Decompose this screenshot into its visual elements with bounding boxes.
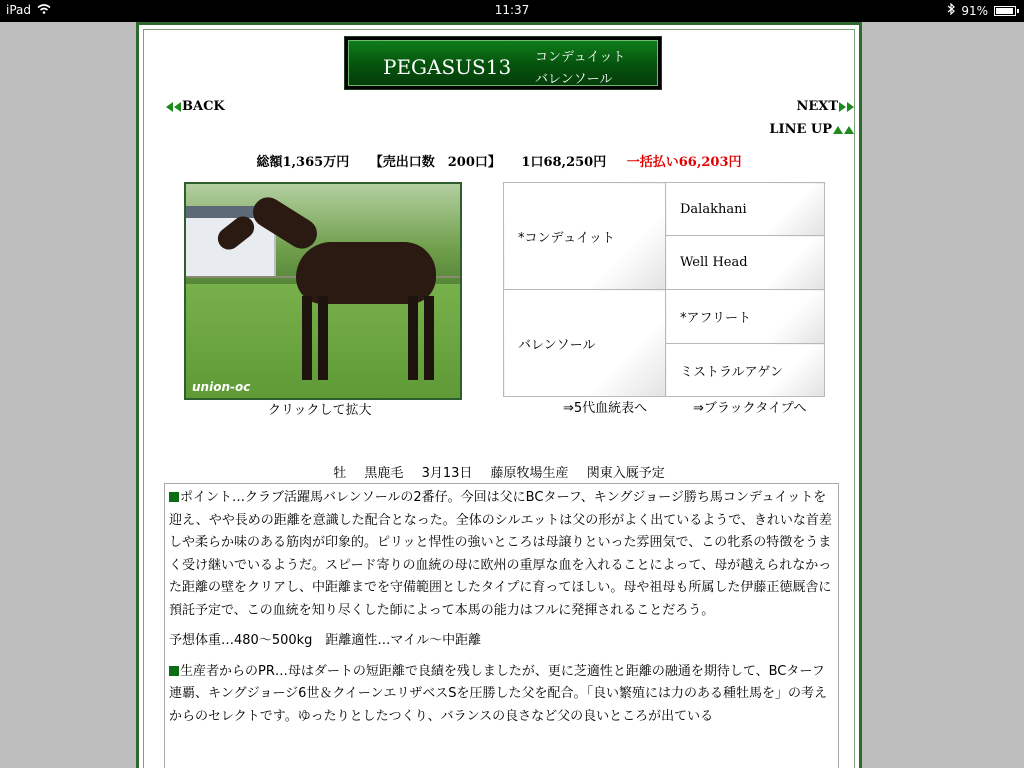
weight-paragraph: 予想体重…480〜500kg 距離適性…マイル〜中距離: [169, 633, 482, 648]
profile-sex: 牡: [333, 466, 347, 481]
back-link[interactable]: [166, 99, 225, 114]
lineup-arrow-icon: [833, 126, 843, 134]
device-label: iPad: [6, 3, 32, 17]
point-paragraph: [169, 487, 834, 622]
point-text: ポイント…クラブ活躍馬バレンソールの2番仔。今回は父にBCターフ、キングジョージ勝ち馬コンデュイットを迎え、やや長めの距離を意識した配合となった。全体のシルエットは父の形がよく出ているようで、きれいな首差しや柔らか味のある筋肉が印象的。ピリッと悍性の強いところは母譲りといった雰囲気で、この牝系の特徴をうまく受け継いでいるようだ。スピード寄りの血統の母に欧州の重厚な血を入れることによって、母が越えられなかった距離の壁をクリアし、中距離までを守備範囲としたタイプに育ってほしい。母や祖母も所属した伊藤正徳厩舎に預託予定で、この血統を知り尽くした師によって本馬の能力はフルに発揮されることだろう。: [169, 490, 832, 618]
total-price: 総額1,365万円: [256, 155, 350, 170]
next-link[interactable]: [796, 99, 854, 114]
back-arrow-icon: [174, 102, 181, 112]
pedigree-sire-dam: Well Head: [666, 236, 825, 290]
bullet-square-icon: [169, 666, 179, 676]
next-arrow-icon: [847, 102, 854, 112]
lineup-label: LINE UP: [769, 122, 832, 137]
price-line: [144, 151, 854, 170]
status-bar: [0, 0, 1024, 22]
black-type-link[interactable]: ⇒ブラックタイプへ: [693, 401, 807, 416]
profile-breeder: 藤原牧場生産: [490, 466, 569, 481]
unit-price: 1口68,250円: [521, 155, 607, 170]
horse-title-banner: [344, 36, 662, 90]
pedigree-table: [503, 182, 825, 397]
breeder-pr-text: 生産者からのPR…母はダートの短距離で良績を残しましたが、更に芝適性と距離の融通を期待して、BCターフ連覇、キングジョージ6世＆クイーンエリザベスSを圧勝した父を配合。「良い繁殖には力のある種牡馬を」の考えからのセレクトです。ゆったりとしたつくり、バランスの良さなど父の良いところが出ている: [169, 663, 827, 724]
pedigree-sire: *コンデュイット: [504, 183, 666, 290]
profile-color: 黒鹿毛: [364, 466, 404, 481]
sire-name: コンデュイット: [535, 50, 626, 65]
photo-watermark: union-oc: [192, 380, 251, 394]
clock: 11:37: [494, 3, 530, 17]
pedigree-dam-dam: ミストラルアゲン: [666, 344, 825, 397]
pedigree-dam-sire: *アフリート: [666, 290, 825, 344]
horse-detail-page: [136, 22, 862, 768]
unit-count: 【売出口数 200口】: [369, 155, 501, 170]
battery-icon: [994, 6, 1016, 16]
photo-enlarge-link[interactable]: クリックして拡大: [268, 403, 372, 418]
bluetooth-icon: [947, 3, 955, 18]
next-arrow-icon: [839, 102, 846, 112]
breeder-pr-paragraph: [169, 661, 834, 729]
back-label: BACK: [182, 99, 225, 114]
five-gen-pedigree-link[interactable]: ⇒5代血統表へ: [563, 401, 648, 416]
profile-stable: 関東入厩予定: [586, 466, 665, 481]
lineup-arrow-icon: [844, 126, 854, 134]
horse-name: PEGASUS13: [383, 55, 512, 79]
comment-box: [164, 483, 839, 768]
horse-profile: [144, 462, 854, 481]
next-label: NEXT: [796, 99, 838, 114]
dam-name: バレンソール: [535, 72, 613, 87]
profile-birth: 3月13日: [421, 466, 473, 481]
lump-sum-price: 一括払い66,203円: [626, 155, 742, 170]
back-arrow-icon: [166, 102, 173, 112]
horse-photo[interactable]: [184, 182, 462, 400]
bullet-square-icon: [169, 492, 179, 502]
pedigree-dam: バレンソール: [504, 290, 666, 397]
lineup-link[interactable]: [769, 122, 854, 137]
battery-percent: 91%: [961, 3, 988, 18]
pedigree-sire-sire: Dalakhani: [666, 183, 825, 236]
